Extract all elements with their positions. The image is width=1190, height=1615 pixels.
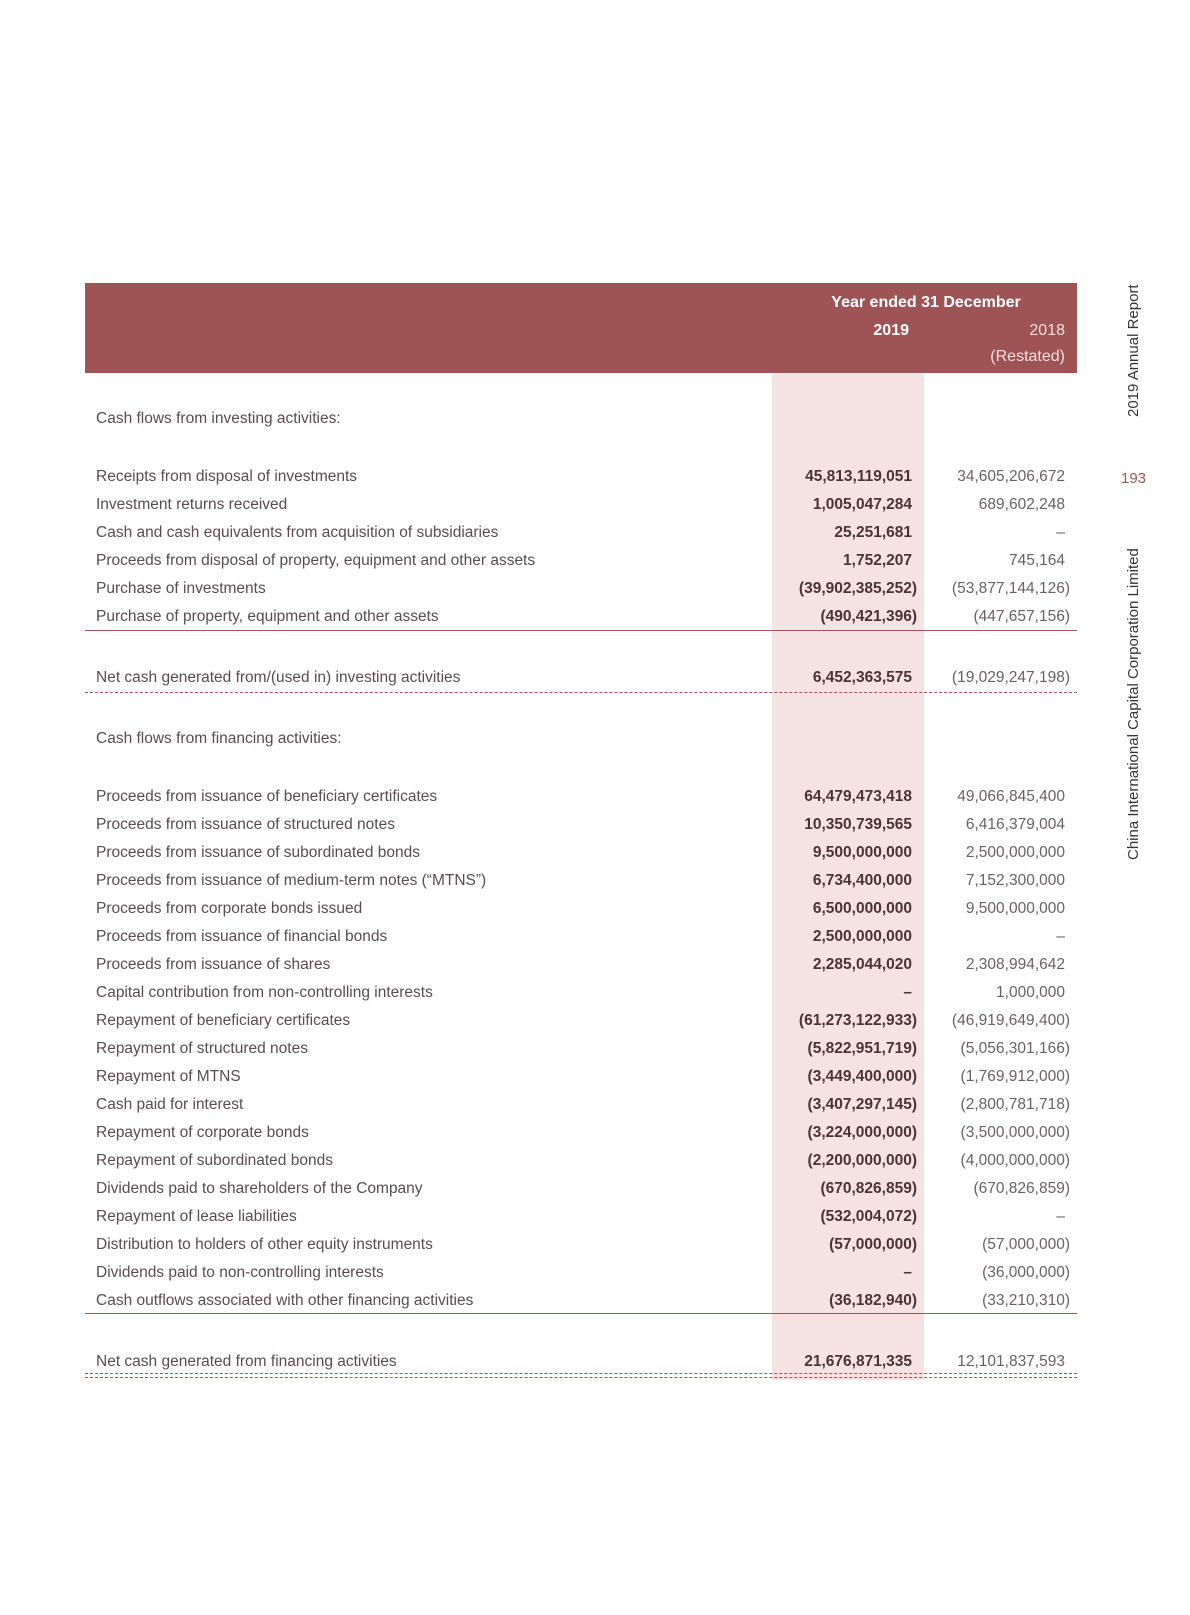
column-2018-restated-note: (Restated) (990, 348, 1065, 365)
row-label: Dividends paid to shareholders of the Company (96, 1180, 423, 1197)
table-row (85, 1205, 1077, 1229)
value-2018: 9,500,000,000 (965, 900, 1065, 917)
value-2019: 6,734,400,000 (812, 872, 912, 889)
value-2019: (532,004,072) (820, 1208, 917, 1225)
row-label: Proceeds from issuance of medium-term notes (“MTNS”) (96, 872, 487, 889)
row-label: Net cash generated from/(used in) investing activities (96, 669, 461, 686)
row-label: Investment returns received (96, 496, 288, 513)
table-row (85, 897, 1077, 921)
table-row (85, 577, 1077, 601)
value-2019: 64,479,473,418 (804, 788, 912, 805)
value-2019: (39,902,385,252) (798, 580, 917, 597)
value-2018: (3,500,000,000) (960, 1124, 1070, 1141)
table-row (85, 869, 1077, 893)
table-row (85, 841, 1077, 865)
row-label: Cash outflows associated with other financing activities (96, 1292, 474, 1309)
value-2019: 10,350,739,565 (804, 816, 912, 833)
row-label: Purchase of property, equipment and other assets (96, 608, 439, 625)
table-row (85, 981, 1077, 1005)
value-2019: 1,752,207 (843, 552, 912, 569)
value-2019: (2,200,000,000) (807, 1152, 917, 1169)
value-2019: (3,449,400,000) (807, 1068, 917, 1085)
value-2018: (447,657,156) (973, 608, 1070, 625)
value-2018: 49,066,845,400 (957, 788, 1065, 805)
value-2018: (46,919,649,400) (951, 1012, 1070, 1029)
company-name-vertical: China International Capital Corporation Limited (1125, 548, 1142, 860)
table-row (85, 785, 1077, 809)
row-label: Repayment of lease liabilities (96, 1208, 297, 1225)
value-2018: (53,877,144,126) (951, 580, 1070, 597)
value-2019: (36,182,940) (829, 1292, 917, 1309)
row-label: Repayment of beneficiary certificates (96, 1012, 351, 1029)
row-label: Proceeds from issuance of structured notes (96, 816, 395, 833)
value-2018: (19,029,247,198) (951, 669, 1070, 686)
value-2018: (1,769,912,000) (960, 1068, 1070, 1085)
row-label: Distribution to holders of other equity instruments (96, 1236, 433, 1253)
value-2018: (5,056,301,166) (960, 1040, 1070, 1057)
table-row (85, 1177, 1077, 1201)
value-2018: (2,800,781,718) (960, 1096, 1070, 1113)
value-2019: (3,224,000,000) (807, 1124, 917, 1141)
table-row (85, 1233, 1077, 1257)
value-2019: – (903, 1264, 912, 1281)
row-label: Repayment of subordinated bonds (96, 1152, 333, 1169)
page-number: 193 (1121, 470, 1147, 487)
value-2019: – (903, 984, 912, 1001)
table-row (85, 465, 1077, 489)
value-2018: (4,000,000,000) (960, 1152, 1070, 1169)
value-2018: 1,000,000 (996, 984, 1065, 1001)
value-2018: (33,210,310) (982, 1292, 1070, 1309)
row-label: Receipts from disposal of investments (96, 468, 358, 485)
row-label: Proceeds from issuance of financial bonds (96, 928, 388, 945)
value-2018: – (1056, 524, 1065, 541)
value-2019: 2,285,044,020 (812, 956, 912, 973)
value-2019: 6,452,363,575 (812, 669, 912, 686)
row-label: Proceeds from disposal of property, equipment and other assets (96, 552, 536, 569)
value-2018: 12,101,837,593 (957, 1353, 1065, 1370)
financing-subtotal-rule (85, 1313, 1077, 1314)
row-label: Net cash generated from financing activities (96, 1353, 397, 1370)
row-label: Dividends paid to non-controlling interests (96, 1264, 384, 1281)
value-2018: 2,500,000,000 (965, 844, 1065, 861)
table-row (85, 1121, 1077, 1145)
value-2019: (670,826,859) (820, 1180, 917, 1197)
value-2018: (57,000,000) (982, 1236, 1070, 1253)
value-2018: 689,602,248 (978, 496, 1065, 513)
table-row (85, 493, 1077, 517)
value-2019: 21,676,871,335 (804, 1353, 912, 1370)
row-label: Cash and cash equivalents from acquisition of subsidiaries (96, 524, 499, 541)
column-2019-heading: 2019 (873, 322, 909, 339)
financing-section-title: Cash flows from financing activities: (96, 730, 342, 747)
table-row (85, 1149, 1077, 1173)
value-2019: (61,273,122,933) (798, 1012, 917, 1029)
value-2019: 9,500,000,000 (812, 844, 912, 861)
table-row (85, 953, 1077, 977)
row-label: Proceeds from issuance of beneficiary certificates (96, 788, 438, 805)
value-2019: (5,822,951,719) (807, 1040, 917, 1057)
table-row (85, 1009, 1077, 1033)
row-label: Repayment of structured notes (96, 1040, 308, 1057)
investing-subtotal-rule (85, 630, 1077, 631)
table-row (85, 1037, 1077, 1061)
table-row (85, 1261, 1077, 1285)
table-row (85, 925, 1077, 949)
row-label: Repayment of corporate bonds (96, 1124, 309, 1141)
value-2019: (57,000,000) (829, 1236, 917, 1253)
financing-net-row (85, 1350, 1077, 1374)
table-row (85, 1289, 1077, 1313)
financing-total-rule-1 (85, 1373, 1077, 1374)
table-row (85, 549, 1077, 573)
report-title-vertical: 2019 Annual Report (1125, 284, 1142, 417)
table-row (85, 605, 1077, 629)
value-2018: – (1056, 928, 1065, 945)
value-2019: 25,251,681 (834, 524, 912, 541)
table-row (85, 1065, 1077, 1089)
row-label: Repayment of MTNS (96, 1068, 241, 1085)
table-header (85, 283, 1077, 373)
value-2019: 45,813,119,051 (805, 468, 912, 485)
financing-total-rule-2 (85, 1377, 1077, 1378)
value-2019: 1,005,047,284 (812, 496, 912, 513)
column-2018-heading: 2018 (1029, 322, 1065, 339)
value-2019: (490,421,396) (820, 608, 917, 625)
value-2018: (670,826,859) (973, 1180, 1070, 1197)
investing-net-row (85, 666, 1077, 690)
value-2019: 2,500,000,000 (812, 928, 912, 945)
row-label: Proceeds from issuance of shares (96, 956, 331, 973)
investing-total-rule (85, 692, 1077, 693)
row-label: Cash paid for interest (96, 1096, 244, 1113)
table-row (85, 813, 1077, 837)
value-2019: (3,407,297,145) (807, 1096, 917, 1113)
period-heading: Year ended 31 December (831, 294, 1021, 311)
table-row (85, 521, 1077, 545)
table-row (85, 1093, 1077, 1117)
value-2018: – (1056, 1208, 1065, 1225)
value-2018: 6,416,379,004 (965, 816, 1065, 833)
row-label: Proceeds from issuance of subordinated bonds (96, 844, 420, 861)
value-2018: 2,308,994,642 (965, 956, 1065, 973)
row-label: Capital contribution from non-controlling interests (96, 984, 433, 1001)
row-label: Purchase of investments (96, 580, 266, 597)
value-2018: (36,000,000) (982, 1264, 1070, 1281)
row-label: Proceeds from corporate bonds issued (96, 900, 363, 917)
value-2018: 7,152,300,000 (965, 872, 1065, 889)
value-2018: 34,605,206,672 (957, 468, 1065, 485)
value-2018: 745,164 (1008, 552, 1065, 569)
investing-section-title: Cash flows from investing activities: (96, 410, 341, 427)
value-2019: 6,500,000,000 (812, 900, 912, 917)
